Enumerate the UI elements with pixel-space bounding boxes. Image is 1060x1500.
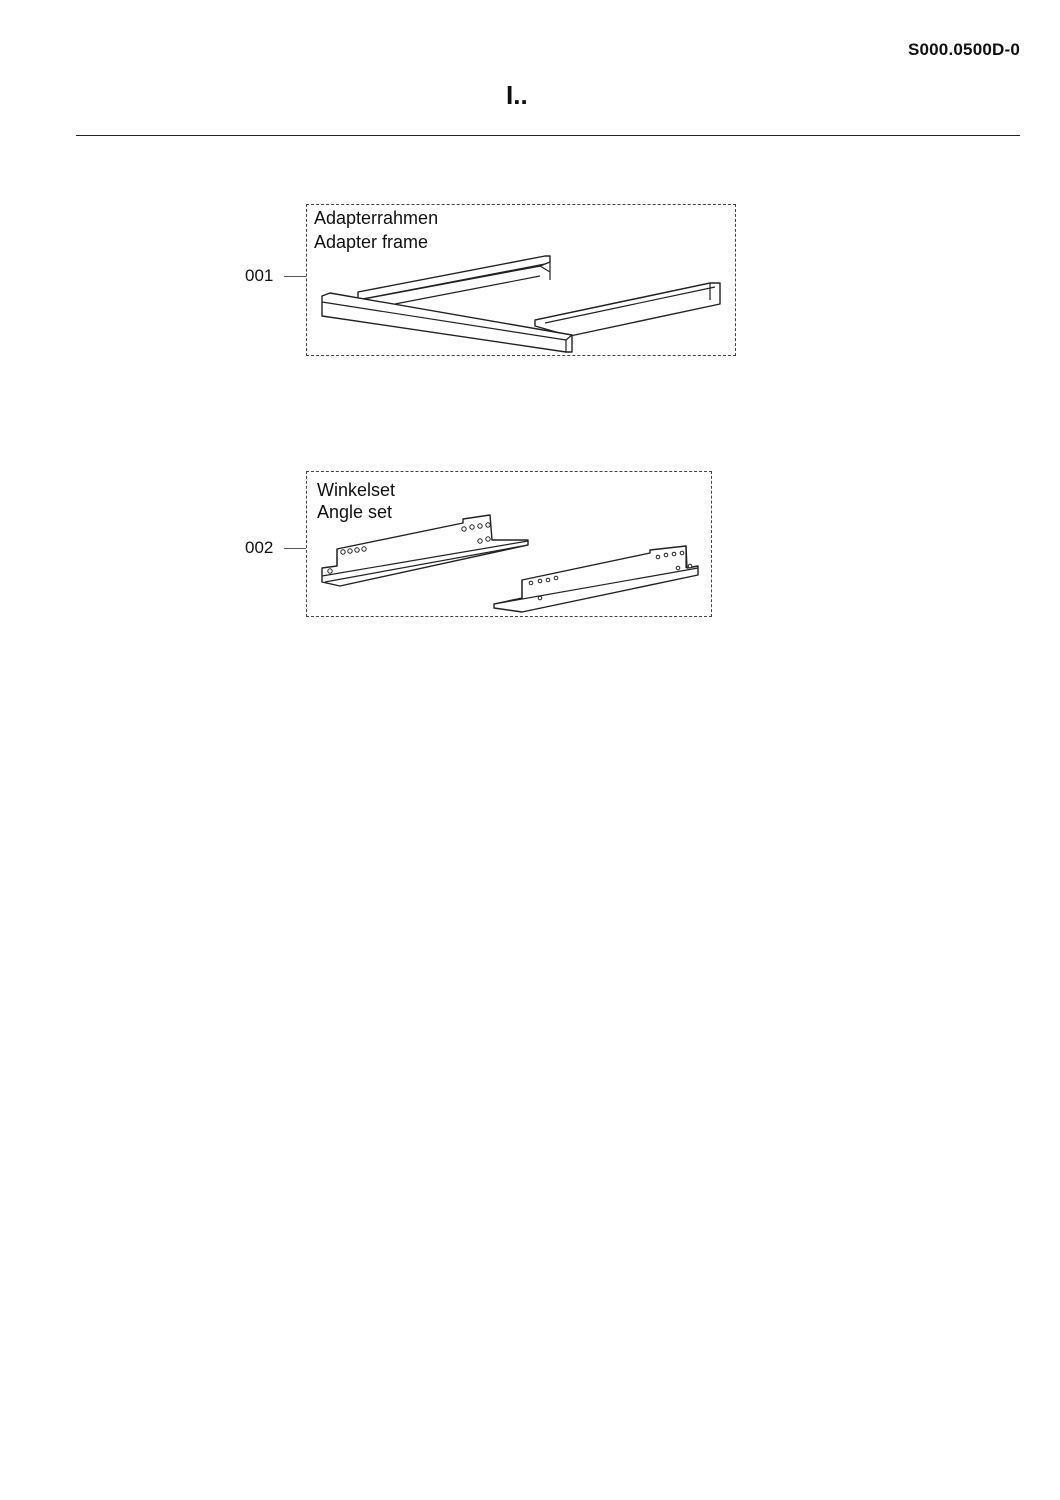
part-number-001: 001 bbox=[245, 266, 274, 285]
angle-set-drawing bbox=[0, 0, 1060, 700]
part-002-name-de: Winkelset bbox=[317, 480, 396, 500]
part-001-name-en: Adapter frame bbox=[314, 232, 429, 252]
part-002-name-en: Angle set bbox=[317, 502, 393, 522]
part-001-name-de: Adapterrahmen bbox=[314, 208, 439, 228]
angle-bracket-left bbox=[322, 515, 528, 586]
angle-bracket-right bbox=[494, 546, 698, 612]
page-title: I.. bbox=[506, 80, 528, 110]
part-number-002: 002 bbox=[245, 538, 274, 557]
document-code: S000.0500D-0 bbox=[907, 40, 1020, 59]
